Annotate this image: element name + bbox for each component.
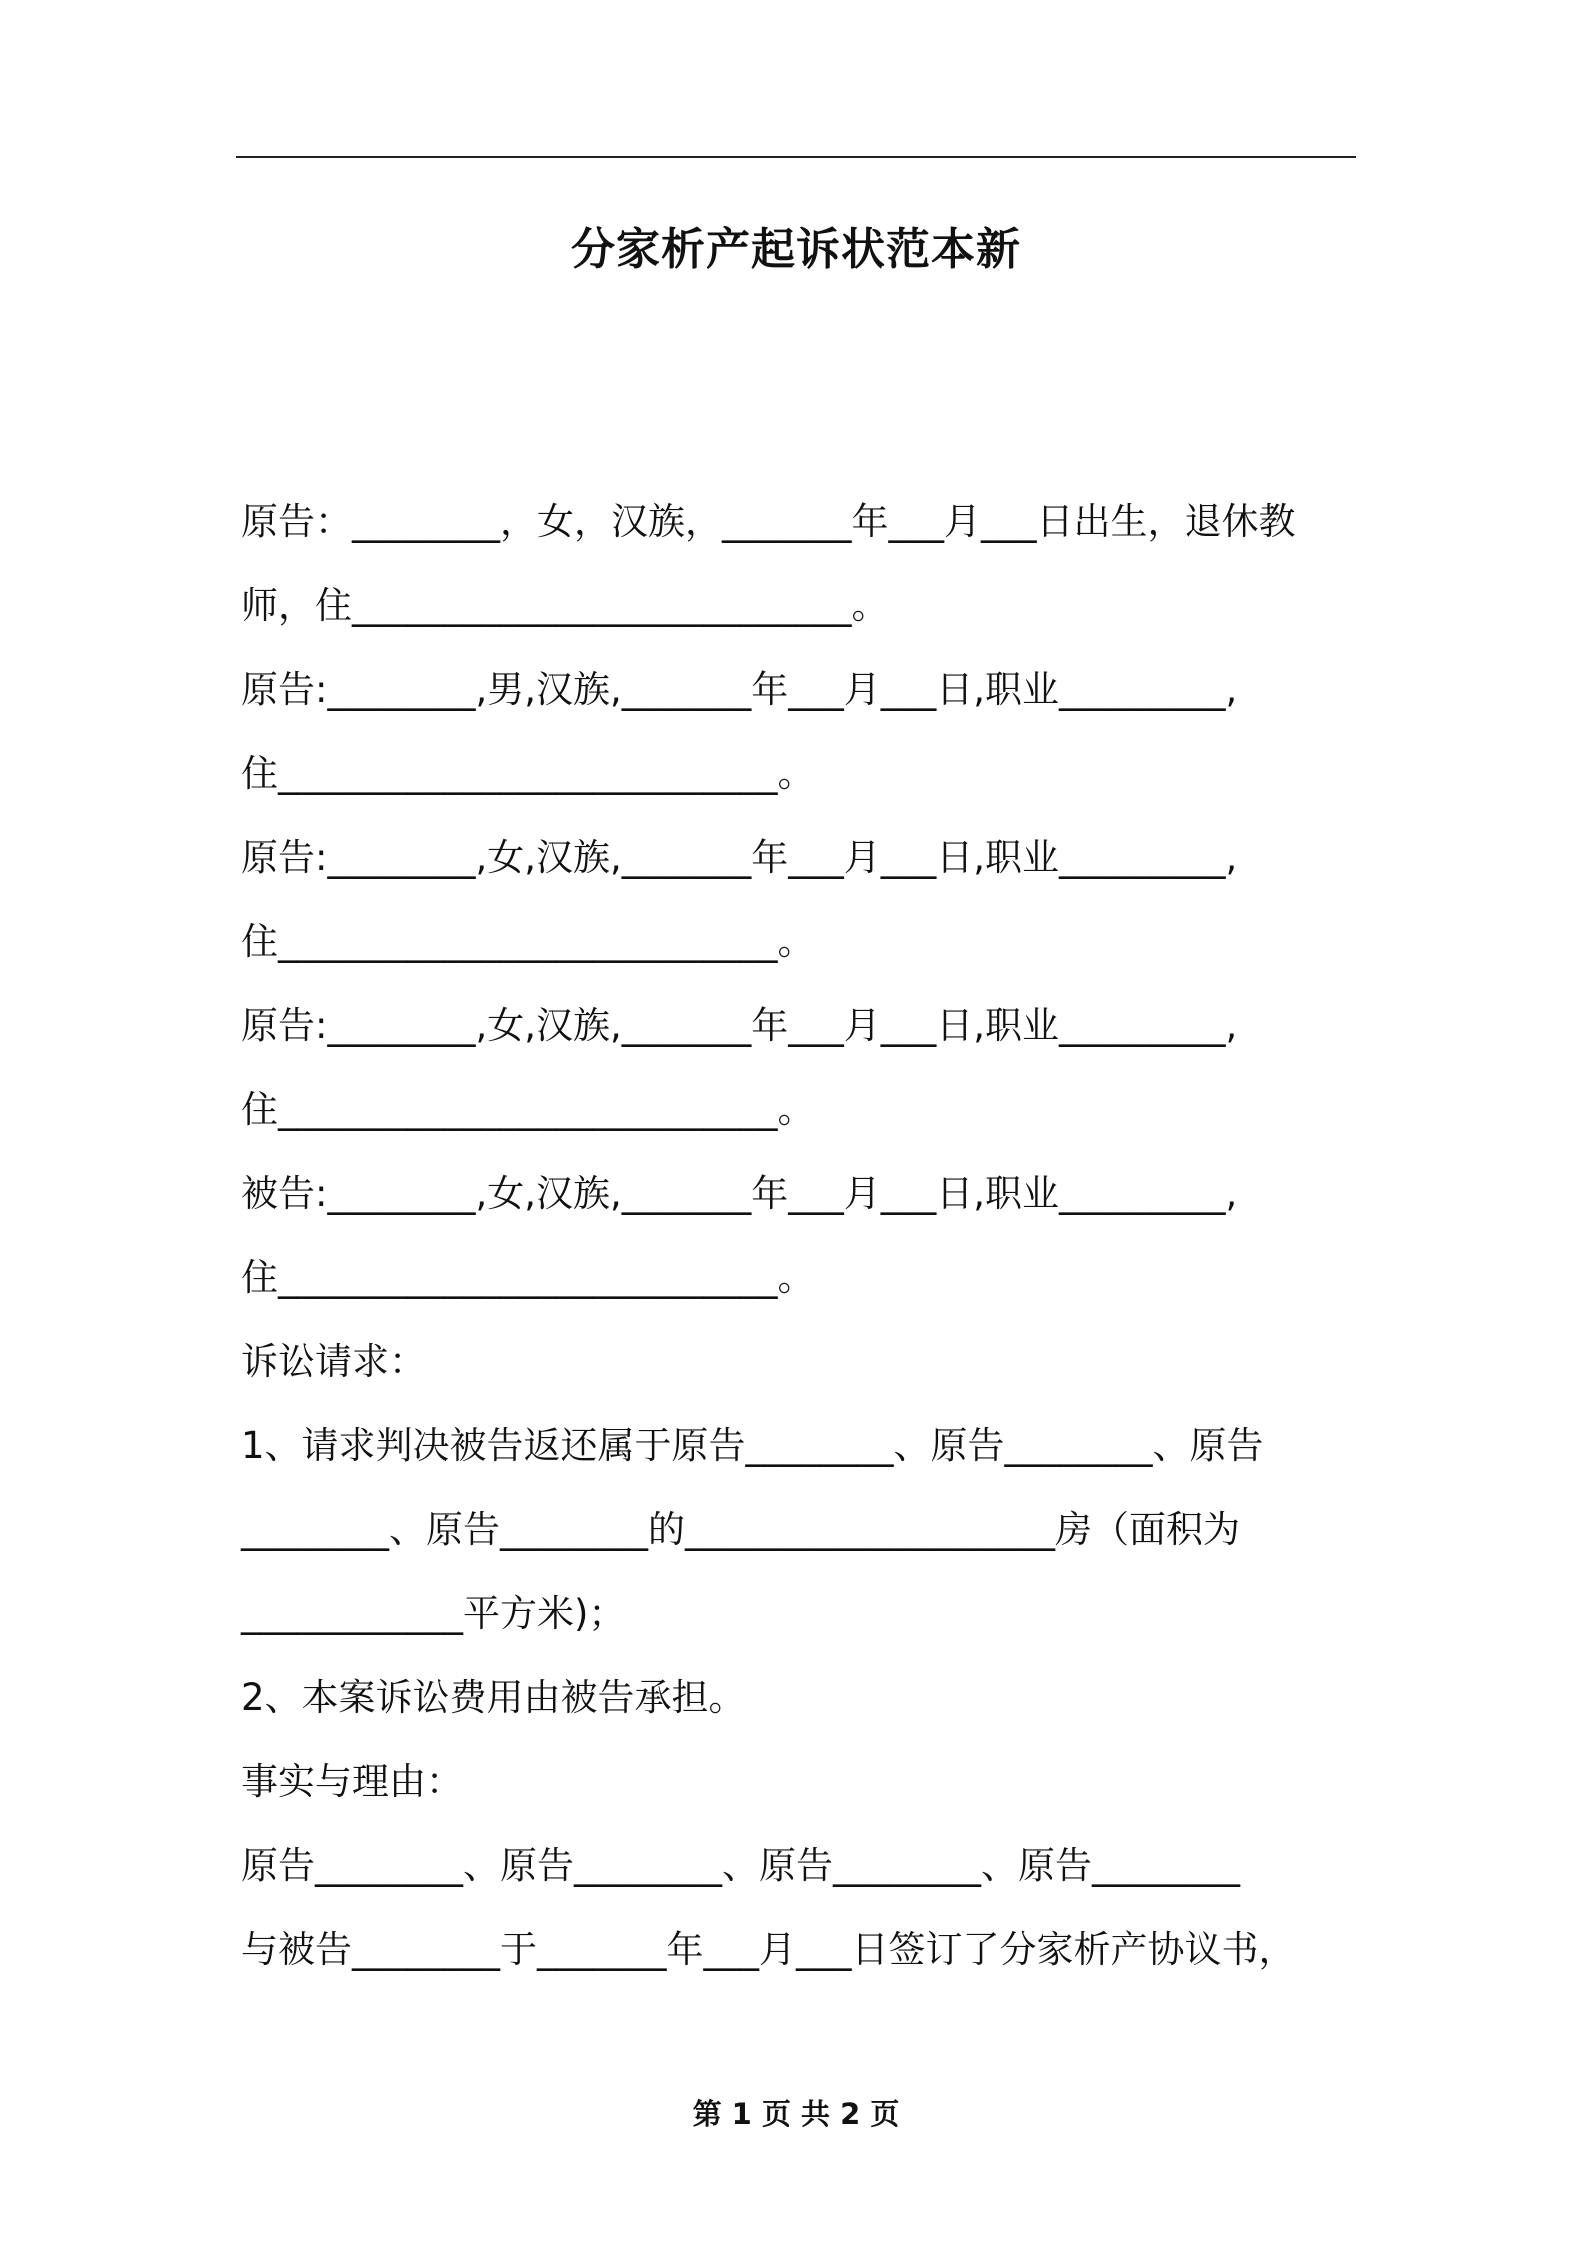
plaintiff-1-line-1: 原告：________，女，汉族，_______年___月___日出生，退休教	[241, 500, 1296, 543]
plaintiff-4-line-2: 住___________________________。	[241, 1088, 815, 1131]
claim-1-line-2: ________、原告________的____________________房（面积为	[241, 1508, 1240, 1551]
claim-1-line-3: ____________平方米)；	[241, 1592, 626, 1635]
facts-line-1: 原告________、原告________、原告________、原告________	[241, 1844, 1240, 1887]
defendant-line-2: 住___________________________。	[241, 1256, 815, 1299]
plaintiff-3-line-2: 住___________________________。	[241, 920, 815, 963]
claim-2: 2、本案诉讼费用由被告承担。	[241, 1676, 746, 1719]
plaintiff-1-line-2: 师，住___________________________。	[241, 584, 889, 627]
plaintiff-3-line-1: 原告:________,女,汉族,_______年___月___日,职业_________,	[241, 836, 1238, 879]
document-body	[241, 480, 1391, 1992]
page-number-footer: 第 1 页 共 2 页	[692, 2097, 900, 2131]
facts-line-2: 与被告________于_______年___月___日签订了分家析产协议书，	[241, 1928, 1296, 1971]
facts-heading: 事实与理由：	[241, 1760, 463, 1803]
claim-1-line-1: 1、请求判决被告返还属于原告________、原告________、原告	[241, 1424, 1264, 1467]
plaintiff-2-line-2: 住___________________________。	[241, 752, 815, 795]
claims-heading: 诉讼请求：	[241, 1340, 426, 1383]
plaintiff-2-line-1: 原告:________,男,汉族,_______年___月___日,职业_________,	[241, 668, 1238, 711]
defendant-line-1: 被告:________,女,汉族,_______年___月___日,职业_________,	[241, 1172, 1238, 1215]
plaintiff-4-line-1: 原告:________,女,汉族,_______年___月___日,职业_________,	[241, 1004, 1238, 1047]
header-rule	[236, 156, 1356, 158]
document-title: 分家析产起诉状范本新	[571, 224, 1021, 275]
